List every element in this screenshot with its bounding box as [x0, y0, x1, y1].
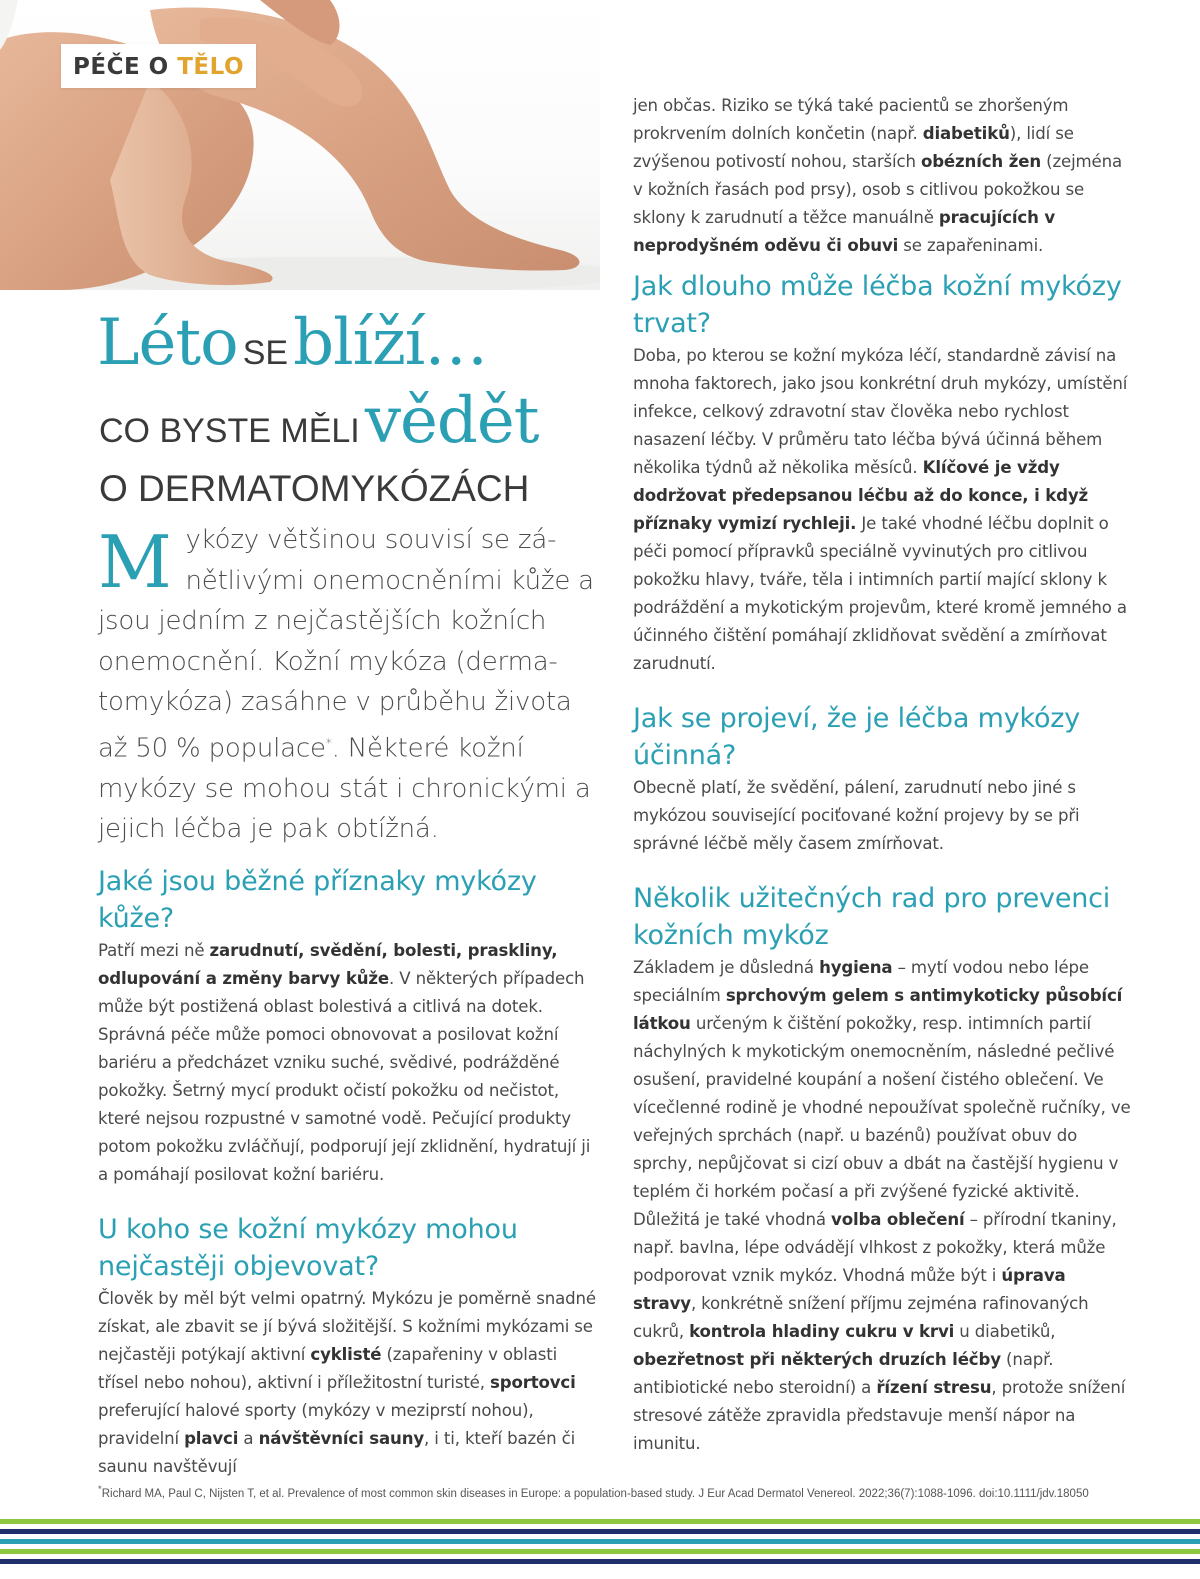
bold-text: návštěvníci sauny	[258, 1428, 425, 1448]
bold-text: cyklisté	[310, 1344, 382, 1364]
headline-word-leto: Léto	[97, 306, 238, 380]
bold-text: pracujících v neprodyšném oděvu či obuvi	[633, 208, 1056, 255]
text: určeným k čištění pokožky, resp. intimních partií náchylných k mykotickým onemocněním, následné pečlivé osušení, pravidelné koupání a nošení čistého oblečení. Ve vícečlenné rodině je vhodné nepoužívat společně ručníky, ve veřejných sprchách (např. u bazénů) používat obuv do sprchy, nepůjčovat si cizí obuv a dbát na častější hygienu v teplém či horkém počasí a při zvýšené fyzické aktivitě. Důležitá je také vhodná	[633, 1014, 1131, 1229]
intro-paragraph	[98, 520, 598, 850]
bold-text: diabetiků	[922, 124, 1010, 143]
headline-line2	[99, 384, 538, 458]
paragraph-prevention	[633, 954, 1133, 1458]
bold-text: řízení stresu	[876, 1378, 992, 1397]
text: Doba, po kterou se kožní mykóza léčí, standardně závisí na mnoha faktorech, jako jsou konkrétní druh mykózy, umístění infekce, celkový zdravotní stav člověka nebo rychlost nasazení léčby. V průměru tato léčba bývá účinná během několika týdnů až několika měsíců.	[633, 346, 1128, 477]
headline-co-byste: CO BYSTE MĚLI	[99, 412, 360, 450]
stripe-green	[0, 1549, 1200, 1554]
heading-prevention: Několik užitečných rad pro prevenci kožních mykóz	[633, 883, 1111, 951]
text: jen občas. Riziko se týká také pacientů se zhoršeným prokrvením dolních končetin (např.	[633, 96, 1069, 143]
stripe-green	[0, 1519, 1200, 1524]
text: Patří mezi ně	[98, 940, 210, 960]
paragraph-effective	[633, 774, 1133, 858]
bold-text: úprava stravy	[633, 1266, 1066, 1313]
bold-text: sprchovým gelem s antimykoticky působící látkou	[633, 986, 1123, 1033]
intro-footnote-mark: *	[325, 735, 332, 750]
footnote	[98, 1484, 1089, 1500]
headline-word-blizi: blíží…	[293, 306, 488, 380]
text: Člověk by měl být velmi opatrný. Mykózu je poměrně snadné získat, ale zbavit se jí bývá složitější. S kožními mykózami se nejčastěji potýkají aktivní	[98, 1288, 596, 1364]
intro-text-1: ykózy většinou souvisí se zá-nětlivými onemocněními kůže a jsou jedním z nejčastějších kožních onemocnění. Kožní mykóza (derma-tomykóza) zasáhne v průběhu života až 50 % populace	[98, 525, 594, 764]
section-tag-part1: PÉČE O	[73, 54, 178, 80]
section-tag	[61, 44, 256, 88]
text: (např. antibiotické nebo steroidní) a	[633, 1350, 1054, 1397]
text: Základem je důsledná	[633, 958, 820, 977]
headline-line3	[99, 468, 529, 510]
bold-text: Klíčové je vždy dodržovat předepsanou léčbu až do konce, i když příznaky vymizí rychleji.	[633, 458, 1089, 533]
heading-symptoms: Jaké jsou běžné příznaky mykózy kůže?	[98, 865, 537, 934]
stripe-teal	[0, 1539, 1200, 1544]
text: – mytí vodou nebo lépe speciálním	[633, 958, 1089, 1005]
paragraph-who-continued	[633, 92, 1133, 260]
text: (zapařeniny v oblasti třísel nebo nohou), aktivní i příležitostní turisté,	[98, 1344, 558, 1392]
headline-dermatomykozach: O DERMATOMYKÓZÁCH	[99, 468, 530, 509]
paragraph-who	[98, 1285, 598, 1481]
right-column	[633, 92, 1133, 1458]
paragraph-duration	[633, 342, 1133, 678]
text: – přírodní tkaniny, např. bavlna, lépe odvádějí vlhkost z pokožky, která může podporovat vznik mykóz. Vhodná může být i	[633, 1210, 1117, 1285]
stripe-navy	[0, 1559, 1200, 1564]
bold-text: zarudnutí, svědění, bolesti, praskliny, odlupování a změny barvy kůže	[98, 940, 558, 988]
stripe-navy	[0, 1529, 1200, 1534]
footer-stripes	[0, 1519, 1200, 1569]
text: Obecně platí, že svědění, pálení, zarudnutí nebo jiné s mykózou související pociťované kožní projevy by se při správné léčbě měly časem zmírňovat.	[633, 778, 1080, 853]
footnote-mark: *	[98, 1484, 102, 1495]
bold-text: volba oblečení	[831, 1210, 965, 1229]
text: , konkrétně snížení příjmu zejména rafinovaných cukrů,	[633, 1294, 1089, 1341]
text: , i ti, kteří bazén či saunu navštěvují	[98, 1428, 576, 1476]
heading-effective: Jak se projeví, že je léčba mykózy účinná?	[633, 703, 1081, 771]
text: (zejména v kožních řasách pod prsy), osob s citlivou pokožkou se sklony k zarudnutí a těžce manuálně	[633, 152, 1122, 227]
headline-word-se: SE	[242, 334, 289, 372]
bold-text: obezřetnost při některých druzích léčby	[633, 1350, 1001, 1369]
left-column	[98, 520, 598, 1481]
bold-text: plavci	[184, 1428, 239, 1448]
text: u diabetiků,	[954, 1322, 1056, 1341]
text: . V některých případech může být postižená oblast bolestivá a citlivá na dotek. Správná péče může pomoci obnovovat a posilovat kožní bariéru a předcházet vzniku suché, svědivé, podrážděné pokožky. Šetrný mycí produkt očistí pokožku od nečistot, které nejsou rozpustné v samotné vodě. Pečující produkty potom pokožku zvláčňují, podporují její zklidnění, hydratují ji a pomáhají posilovat kožní bariéru.	[98, 968, 591, 1184]
text: Je také vhodné léčbu doplnit o péči pomocí přípravků speciálně vyvinutých pro citlivou pokožku hlavy, tváře, těla i intimních partií mající sklony k podráždění a mykotickým projevům, které kromě jemného a účinného čištění pomáhají zklidňovat svědění a zmírňovat zarudnutí.	[633, 514, 1127, 673]
footnote-text: Richard MA, Paul C, Nijsten T, et al. Prevalence of most common skin diseases in Europe: a population-based study. J Eur Acad Dermatol Venereol. 2022;36(7):1088-1096. doi:10.1111/jdv.18050	[101, 1487, 1089, 1500]
headline-word-vedet: vědět	[364, 384, 539, 458]
heading-who: U koho se kožní mykózy mohou nejčastěji objevovat?	[98, 1213, 518, 1282]
bold-text: kontrola hladiny cukru v krvi	[689, 1322, 955, 1341]
heading-duration: Jak dlouho může léčba kožní mykózy trvat?	[633, 271, 1122, 339]
bold-text: obézních žen	[920, 152, 1041, 171]
text: preferující halové sporty (mykózy v meziprstí nohou), pravidelní	[98, 1400, 534, 1448]
bold-text: hygiena	[819, 958, 893, 977]
headline-line1	[97, 306, 487, 380]
paragraph-symptoms	[98, 937, 598, 1189]
section-tag-part2: TĚLO	[177, 54, 245, 80]
bold-text: sportovci	[489, 1372, 576, 1392]
text: a	[238, 1428, 259, 1448]
text: se zapařeninami.	[898, 236, 1044, 255]
intro-text-2: . Některé kožní mykózy se mohou stát i chronickými a jejich léčba je pak obtížná.	[98, 733, 591, 845]
text: , protože snížení stresové zátěže zpravidla představuje menší nápor na imunitu.	[633, 1378, 1126, 1453]
dropcap: M	[98, 520, 172, 604]
text: ), lidí se zvýšenou potivostí nohou, starších	[633, 124, 1074, 171]
